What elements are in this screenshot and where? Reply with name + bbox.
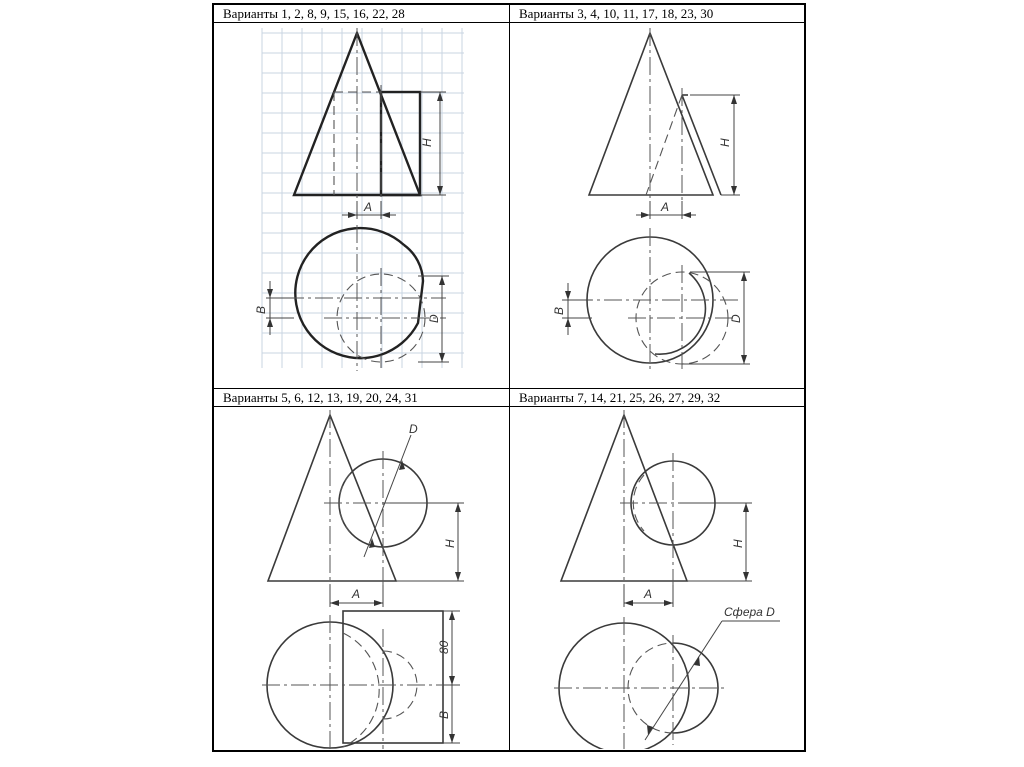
label-a: A: [364, 200, 373, 214]
cone-front-view: [294, 28, 420, 203]
cone-top-view: [575, 228, 740, 373]
panel-variant-group-2: [510, 5, 804, 389]
cone-front-view: [561, 410, 730, 591]
panel-variant-group-3: [214, 389, 510, 750]
label-h: H: [420, 138, 434, 147]
panel-title: Варианты 5, 6, 12, 13, 19, 20, 24, 31: [214, 389, 509, 407]
cone-top-view: [262, 611, 450, 749]
sphere-d-leader: [645, 605, 780, 740]
dimension-a: [624, 585, 673, 607]
label-a: A: [661, 200, 670, 214]
cone-top-view: [554, 617, 726, 749]
panel-variant-group-4: [510, 389, 804, 750]
label-b: B: [437, 710, 451, 719]
dimension-h: [680, 503, 752, 581]
label-b: B: [552, 306, 566, 315]
drawing-cone-cylinder: [510, 23, 802, 387]
dimension-b: [254, 281, 294, 335]
drawing-cone-prism: [214, 23, 508, 387]
cone-front-view: [589, 28, 721, 203]
dimension-a: [342, 200, 396, 219]
panel-title: Варианты 7, 14, 21, 25, 26, 27, 29, 32: [510, 389, 804, 407]
label-d: D: [729, 314, 743, 323]
dimension-b: [437, 685, 460, 743]
dimension-h: [390, 503, 464, 581]
label-d: D: [427, 314, 441, 323]
panel-title: Варианты 1, 2, 8, 9, 15, 16, 22, 28: [214, 5, 509, 23]
label-h: H: [718, 138, 732, 147]
cone-front-view: [268, 410, 439, 591]
dimension-b: [552, 283, 592, 335]
label-h: H: [731, 539, 745, 548]
dimension-d-leader: [364, 422, 418, 557]
label-sphere-d: Сфера D: [724, 605, 775, 619]
dimension-80: [437, 611, 460, 685]
label-b: B: [254, 305, 268, 314]
panel-variant-group-1: [214, 5, 510, 389]
dimension-a: [330, 585, 383, 607]
variants-sheet: [212, 3, 806, 752]
label-a: A: [352, 587, 361, 601]
drawing-cone-sphere: [510, 407, 802, 749]
panel-title: Варианты 3, 4, 10, 11, 17, 18, 23, 30: [510, 5, 804, 23]
label-a: A: [644, 587, 653, 601]
drawing-cone-sphere-prism: [214, 407, 508, 749]
label-80: 80: [437, 640, 451, 654]
dimension-a: [636, 200, 696, 219]
label-h: H: [443, 539, 457, 548]
label-d: D: [409, 422, 418, 436]
